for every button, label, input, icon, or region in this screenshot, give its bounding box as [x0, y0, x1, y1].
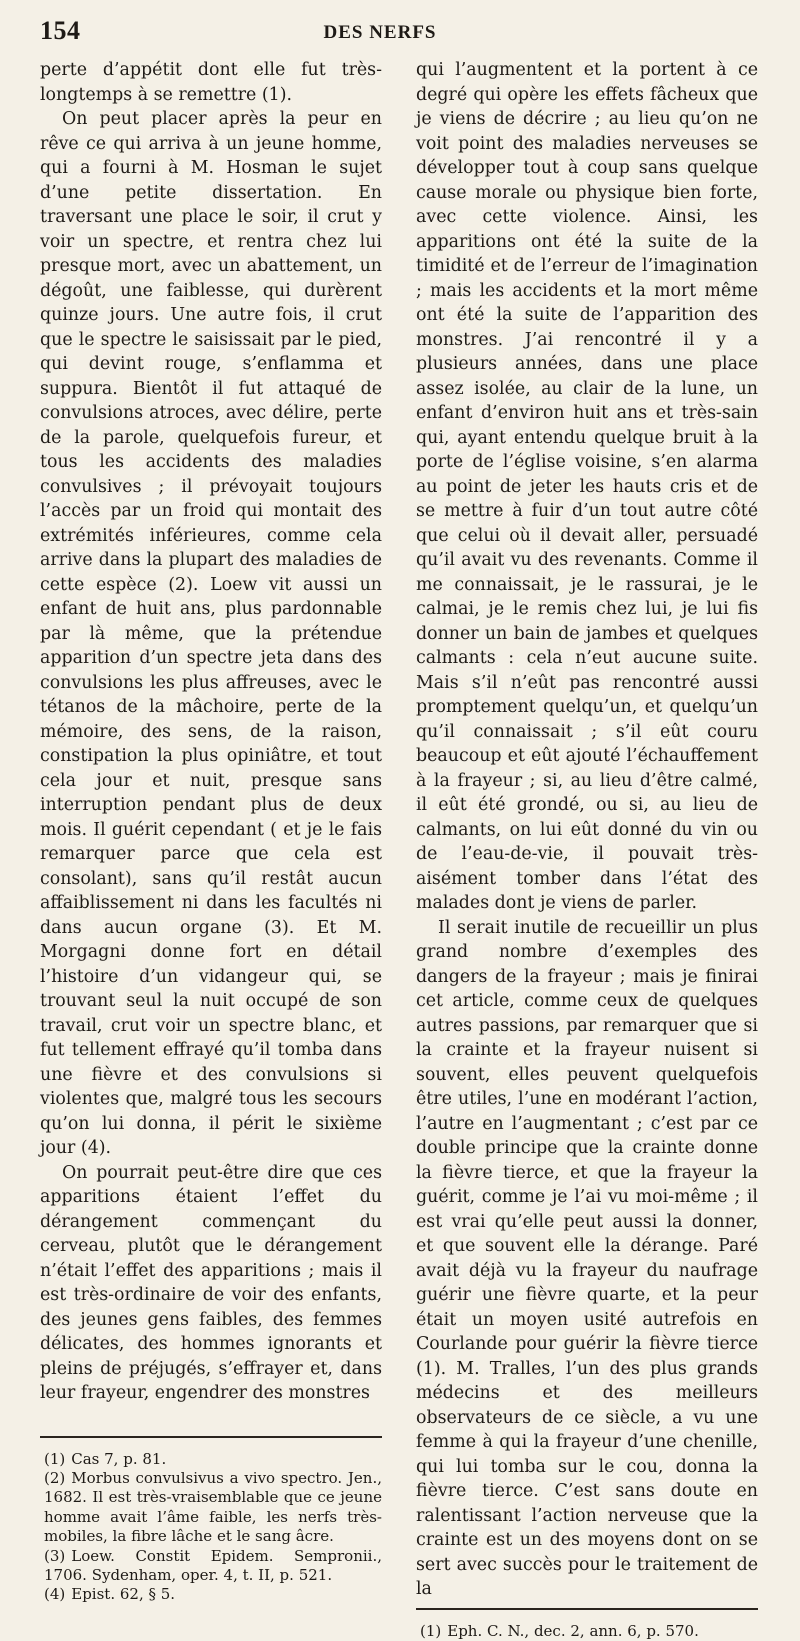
footnote-number: (4)	[44, 1585, 66, 1604]
left-column	[40, 58, 382, 1605]
footnote-text: Morbus convulsivus a vivo spectro. Jen., 1682. Il est très-vraisemblable que ce jeune homme avait l’âme faible, les nerfs très-mobiles, la fibre lâche et le sang âcre.	[44, 1468, 382, 1546]
paragraph: Il serait inutile de recueillir un plus grand nombre d’exemples des dangers de la frayeur ; mais je finirai cet article, comme ceux de quelques autres passions, par remarquer que si la crainte et la frayeur nuisent si souvent, elles peuvent quelquefois être utiles, l’une en modérant l’action, l’autre en l’augmentant ; c’est par ce double principe que la crainte donne la fièvre tierce, et que la frayeur la guérit, comme je l’ai vu moi-même ; il est vrai qu’elle peut aussi la donner, et que souvent elle la dérange. Paré avait déjà vu la frayeur du naufrage guérir une fièvre quarte, et la peur était un moyen usité autrefois en Courlande pour guérir la fièvre tierce (1). M. Tralles, l’un des plus grands médecins et des meilleurs observateurs de ce siècle, a vu une femme à qui la frayeur d’une chenille, qui lui tomba sur le cou, donna la fièvre tierce. C’est sans doute en ralentissant l’action nerveuse que la crainte est un des moyens dont on se sert avec succès pour le traitement de la	[416, 917, 758, 1599]
paragraph: On pourrait peut-être dire que ces apparitions étaient l’effet du dérangement commençant du cerveau, plutôt que le dérangement n’était l’effet des apparitions ; mais il est très-ordinaire de voir des enfants, des jeunes gens faibles, des femmes délicates, des hommes ignorants et pleins de préjugés, s’effrayer et, dans leur frayeur, engendrer des monstres	[40, 1162, 382, 1403]
footnote-number: (1)	[44, 1449, 66, 1468]
paragraph: qui l’augmentent et la portent à ce degré qui opère les effets fâcheux que je viens de décrire ; au lieu qu’on ne voit point des maladies nerveuses se développer tout à coup sans quelque cause morale ou physique bien forte, avec cette violence. Ainsi, les apparitions ont été la suite de la timidité et de l’erreur de l’imagination ; mais les accidents et la mort même ont été la suite de l’apparition des monstres. J’ai rencontré il y a plusieurs années, dans une place assez isolée, au clair de la lune, un enfant d’environ huit ans et très-sain qui, ayant entendu quelque bruit à la porte de l’église voisine, s’en alarma au point de jeter les hauts cris et de se mettre à fuir d’un tout autre côté que celui où il devait aller, persuadé qu’il avait vu des revenants. Comme il me connaissait, je le rassurai, je le calmai, je le remis chez lui, je lui fis donner un bain de jambes et quelques calmants : cela n’eut aucune suite. Mais s’il n’eût pas rencontré aussi promptement quelqu’un, et quelqu’un qu’il connaissait ; s’il eût couru beaucoup et eût ajouté l’échauffement à la frayeur ; si, au lieu d’être calmé, il eût été grondé, ou si, au lieu de calmants, on lui eût donné du vin ou de l’eau-de-vie, il pouvait très-aisément tomber dans l’état des malades dont je viens de parler.	[416, 60, 758, 913]
footnote-number: (1)	[420, 1621, 442, 1640]
footnote-text: Epist. 62, § 5.	[71, 1585, 176, 1604]
footnote-number: (2)	[44, 1468, 66, 1487]
paragraph: On peut placer après la peur en rêve ce qui arriva à un jeune homme, qui a fourni à M. Hosman le sujet d’une petite dissertation. En traversant une place le soir, il crut y voir un spectre, et rentra chez lui presque mort, avec un abattement, un dégoût, une faiblesse, qui durèrent quinze jours. Une autre fois, il crut que le spectre le saisissait par le pied, qui devint rouge, s’enflamma et suppura. Bientôt il fut attaqué de convulsions atroces, avec délire, perte de la parole, quelquefois fureur, et tous les accidents des maladies convulsives ; il prévoyait toujours l’accès par un froid qui montait des extrémités inférieures, comme cela arrive dans la plupart des maladies de cette espèce (2). Loew vit aussi un enfant de huit ans, plus pardonnable par là même, que la prétendue apparition d’un spectre jeta dans des convulsions les plus affreuses, avec le tétanos de la mâchoire, perte de la mémoire, des sens, de la raison, constipation la plus opiniâtre, et tout cela jour et nuit, presque sans interruption pendant plus de deux mois. Il guérit cependant ( et je le fais remarquer parce que cela est consolant), sans qu’il restât aucun affaiblissement ni dans les facultés ni dans aucun organe (3). Et M. Morgagni donne fort en détail l’histoire d’un vidangeur qui, se trouvant seul la nuit occupé de son travail, crut voir un spectre blanc, et fut tellement effrayé qu’il tomba dans une fièvre et des convulsions si violentes que, malgré tous les secours qu’on lui donna, il périt le sixième jour (4).	[40, 109, 382, 1158]
footnote-rule	[416, 1608, 758, 1610]
footnote	[40, 1469, 382, 1547]
footnote	[40, 1585, 382, 1604]
footnote-text: Eph. C. N., dec. 2, ann. 6, p. 570.	[447, 1621, 699, 1640]
footnote	[416, 1622, 758, 1641]
page-header	[40, 12, 724, 46]
footnote-rule	[40, 1436, 382, 1438]
footnote-text: Loew. Constit Epidem. Sempronii., 1706. Sydenham, oper. 4, t. II, p. 521.	[44, 1546, 382, 1584]
running-title: DES NERFS	[323, 22, 437, 43]
page-number: 154	[40, 16, 81, 45]
footnote	[40, 1450, 382, 1469]
footnote	[40, 1547, 382, 1586]
footnote-number: (3)	[44, 1546, 66, 1565]
right-column	[416, 58, 758, 1641]
paragraph: perte d’appétit dont elle fut très-longtemps à se remettre (1).	[40, 60, 382, 105]
footnote-text: Cas 7, p. 81.	[71, 1449, 167, 1468]
